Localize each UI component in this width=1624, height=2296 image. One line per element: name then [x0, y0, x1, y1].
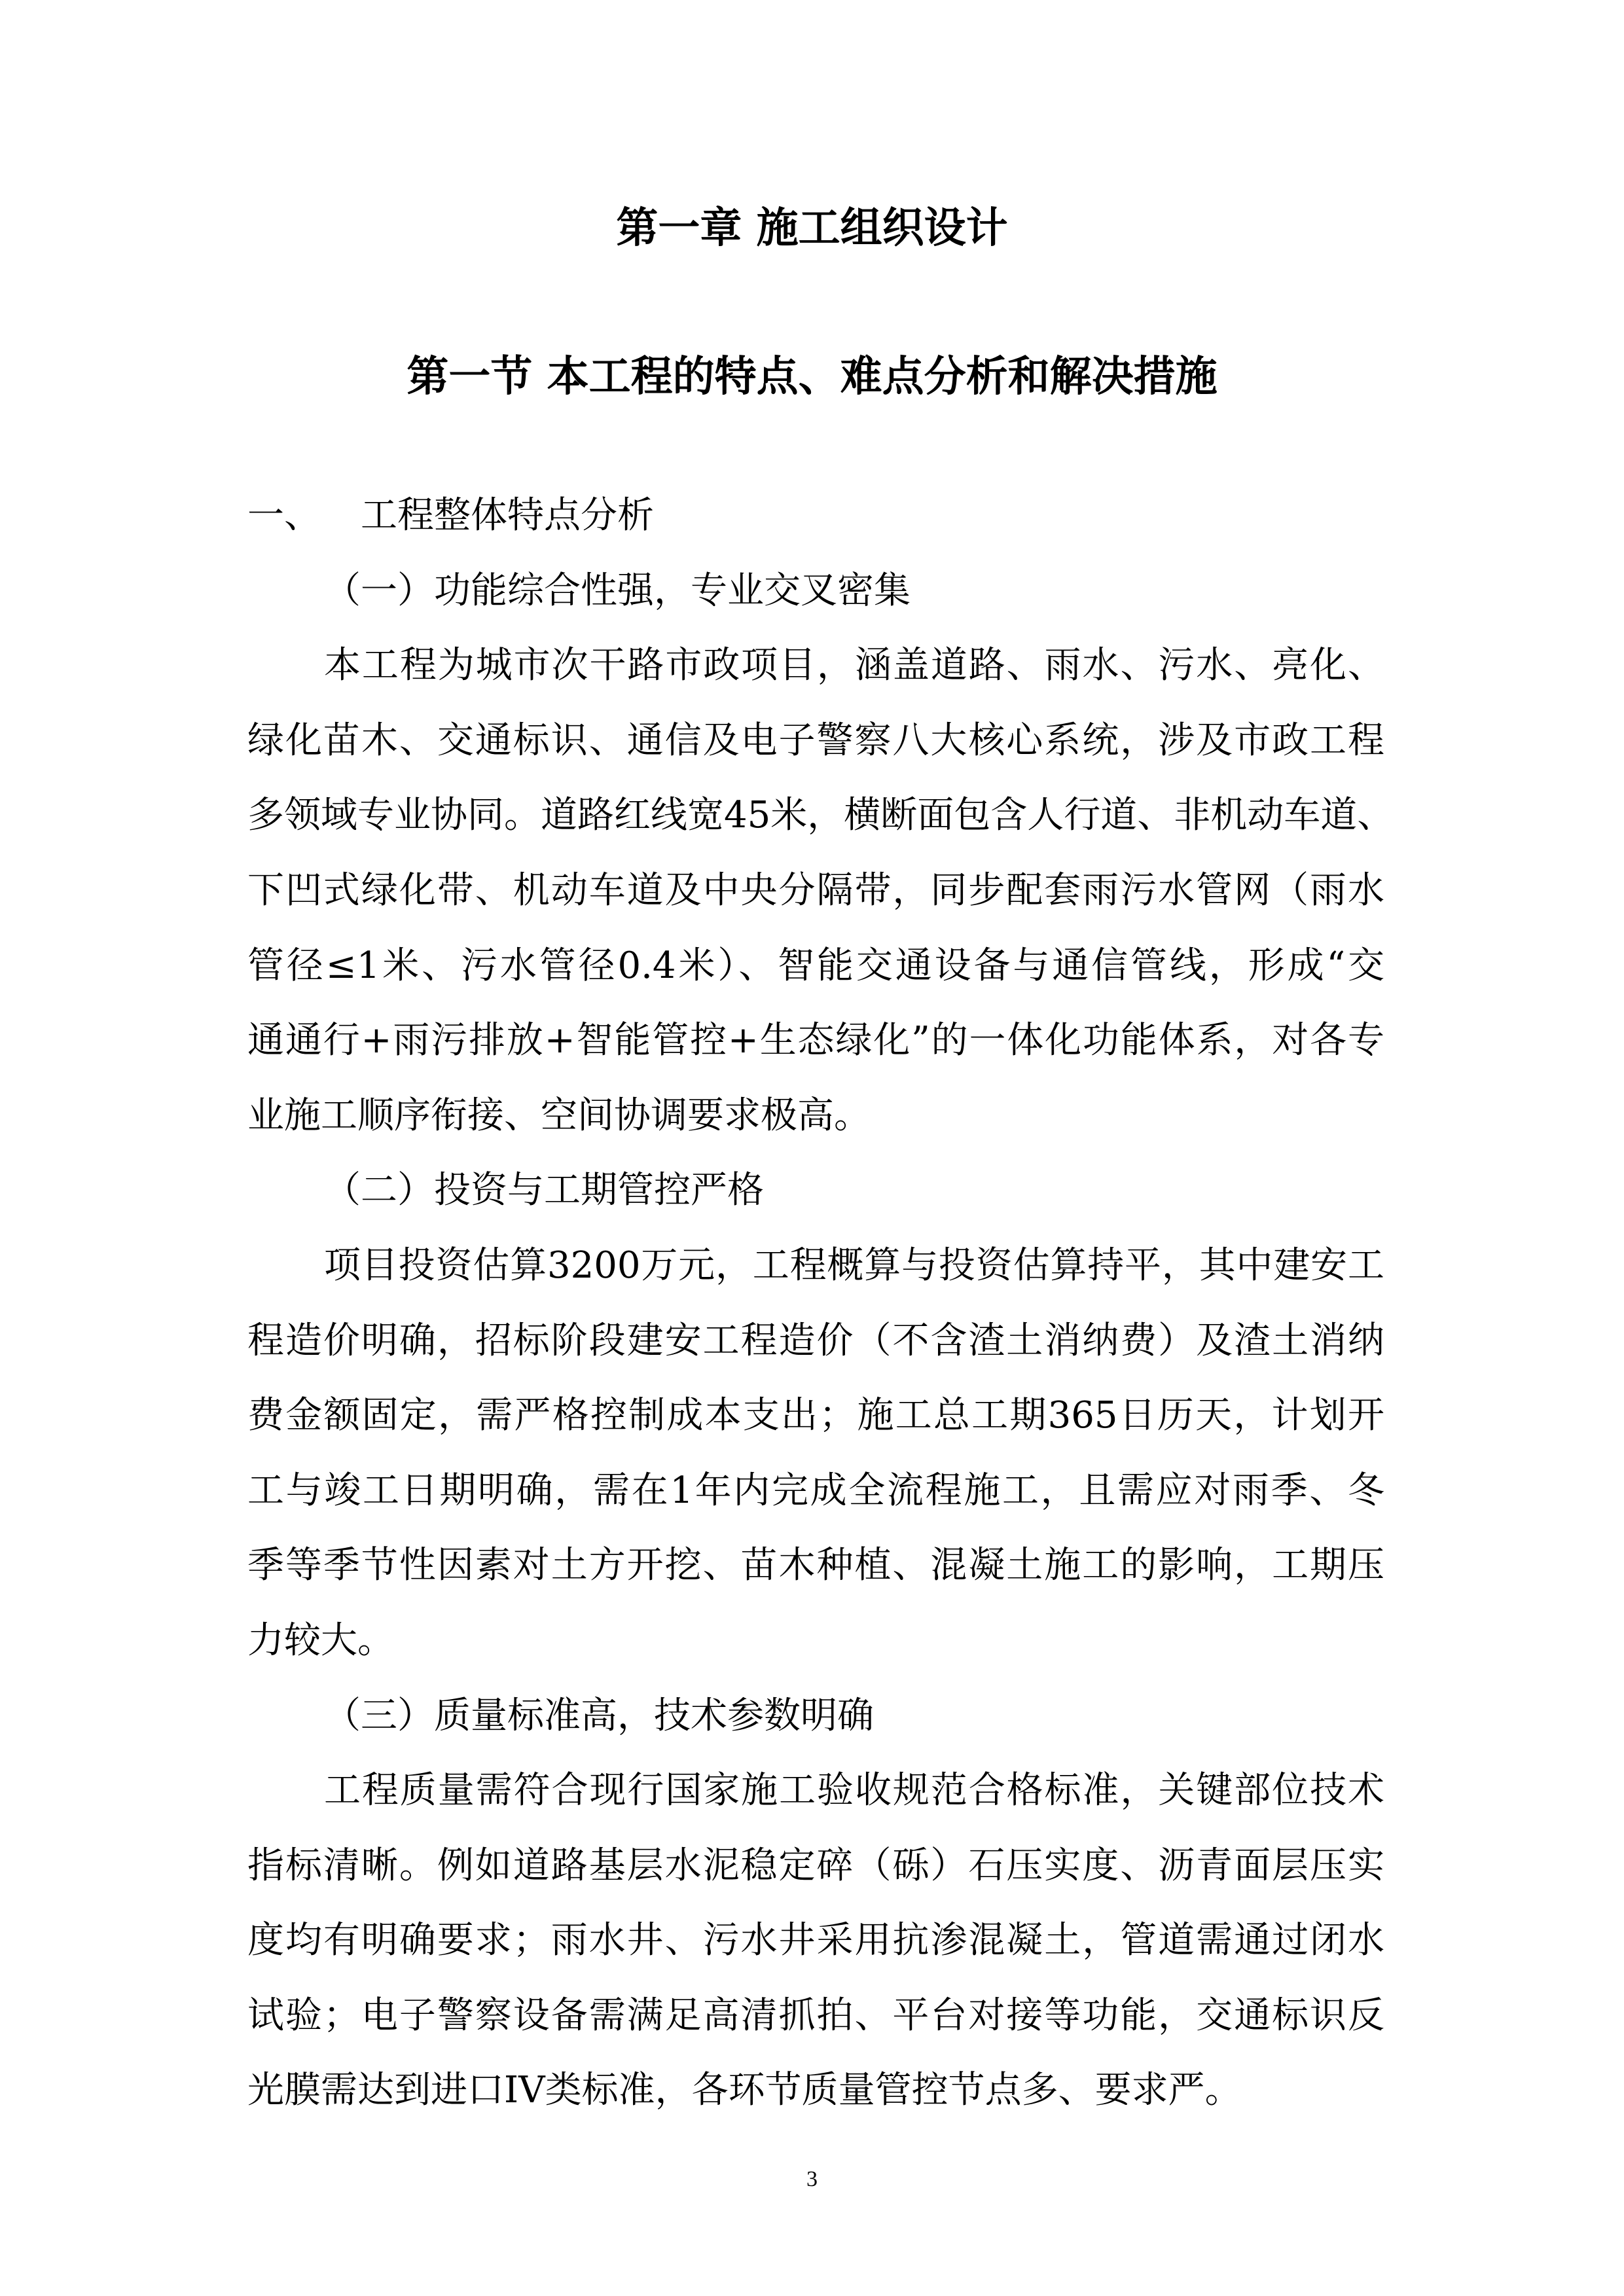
page-number: 3: [806, 2167, 818, 2191]
paragraph-line: 业施工顺序衔接、空间协调要求极高。: [247, 1094, 871, 1137]
paragraph-line: 度均有明确要求；雨水井、污水井采用抗渗混凝土，管道需通过闭水: [247, 1919, 1384, 1962]
subsection-title: （一）功能综合性强，专业交叉密集: [324, 569, 911, 612]
paragraph-line: 项目投资估算3200万元，工程概算与投资估算持平，其中建安工: [324, 1244, 1384, 1287]
paragraph-line: 费金额固定，需严格控制成本支出；施工总工期365日历天，计划开: [247, 1394, 1384, 1437]
paragraph-line: 下凹式绿化带、机动车道及中央分隔带，同步配套雨污水管网（雨水: [247, 869, 1384, 912]
paragraph-line: 工与竣工日期明确，需在1年内完成全流程施工，且需应对雨季、冬: [247, 1469, 1384, 1512]
paragraph-line: 管径≤1米、污水管径0.4米）、智能交通设备与通信管线，形成“交: [247, 944, 1384, 987]
paragraph-line: 本工程为城市次干路市政项目，涵盖道路、雨水、污水、亮化、: [324, 644, 1384, 687]
heading-number: 一、: [247, 494, 321, 537]
paragraph-line: 通通行+雨污排放+智能管控+生态绿化”的一体化功能体系，对各专: [247, 1019, 1384, 1062]
paragraph-line: 试验；电子警察设备需满足高清抓拍、平台对接等功能，交通标识反: [247, 1994, 1384, 2037]
paragraph-line: 程造价明确，招标阶段建安工程造价（不含渣土消纳费）及渣土消纳: [247, 1319, 1384, 1362]
section-title: 第一节 本工程的特点、难点分析和解决措施: [406, 352, 1218, 401]
heading-level1: [247, 478, 1384, 554]
heading-text: 工程整体特点分析: [361, 494, 654, 537]
subsection-title: （二）投资与工期管控严格: [324, 1169, 764, 1212]
paragraph-line: 指标清晰。例如道路基层水泥稳定碎（砾）石压实度、沥青面层压实: [247, 1844, 1384, 1887]
paragraph-line: 工程质量需符合现行国家施工验收规范合格标准，关键部位技术: [324, 1769, 1384, 1812]
chapter-title: 第一章 施工组织设计: [616, 204, 1008, 253]
paragraph-line: 绿化苗木、交通标识、通信及电子警察八大核心系统，涉及市政工程: [247, 719, 1384, 762]
document-body: [247, 478, 1394, 2128]
paragraph-line: 光膜需达到进口IV类标准，各环节质量管控节点多、要求严。: [247, 2069, 1242, 2112]
subsection-title: （三）质量标准高，技术参数明确: [324, 1694, 874, 1737]
paragraph-line: 多领域专业协同。道路红线宽45米，横断面包含人行道、非机动车道、: [247, 794, 1394, 837]
paragraph-line: 季等季节性因素对土方开挖、苗木种植、混凝土施工的影响，工期压: [247, 1544, 1384, 1587]
paragraph-line: 力较大。: [247, 1619, 394, 1662]
